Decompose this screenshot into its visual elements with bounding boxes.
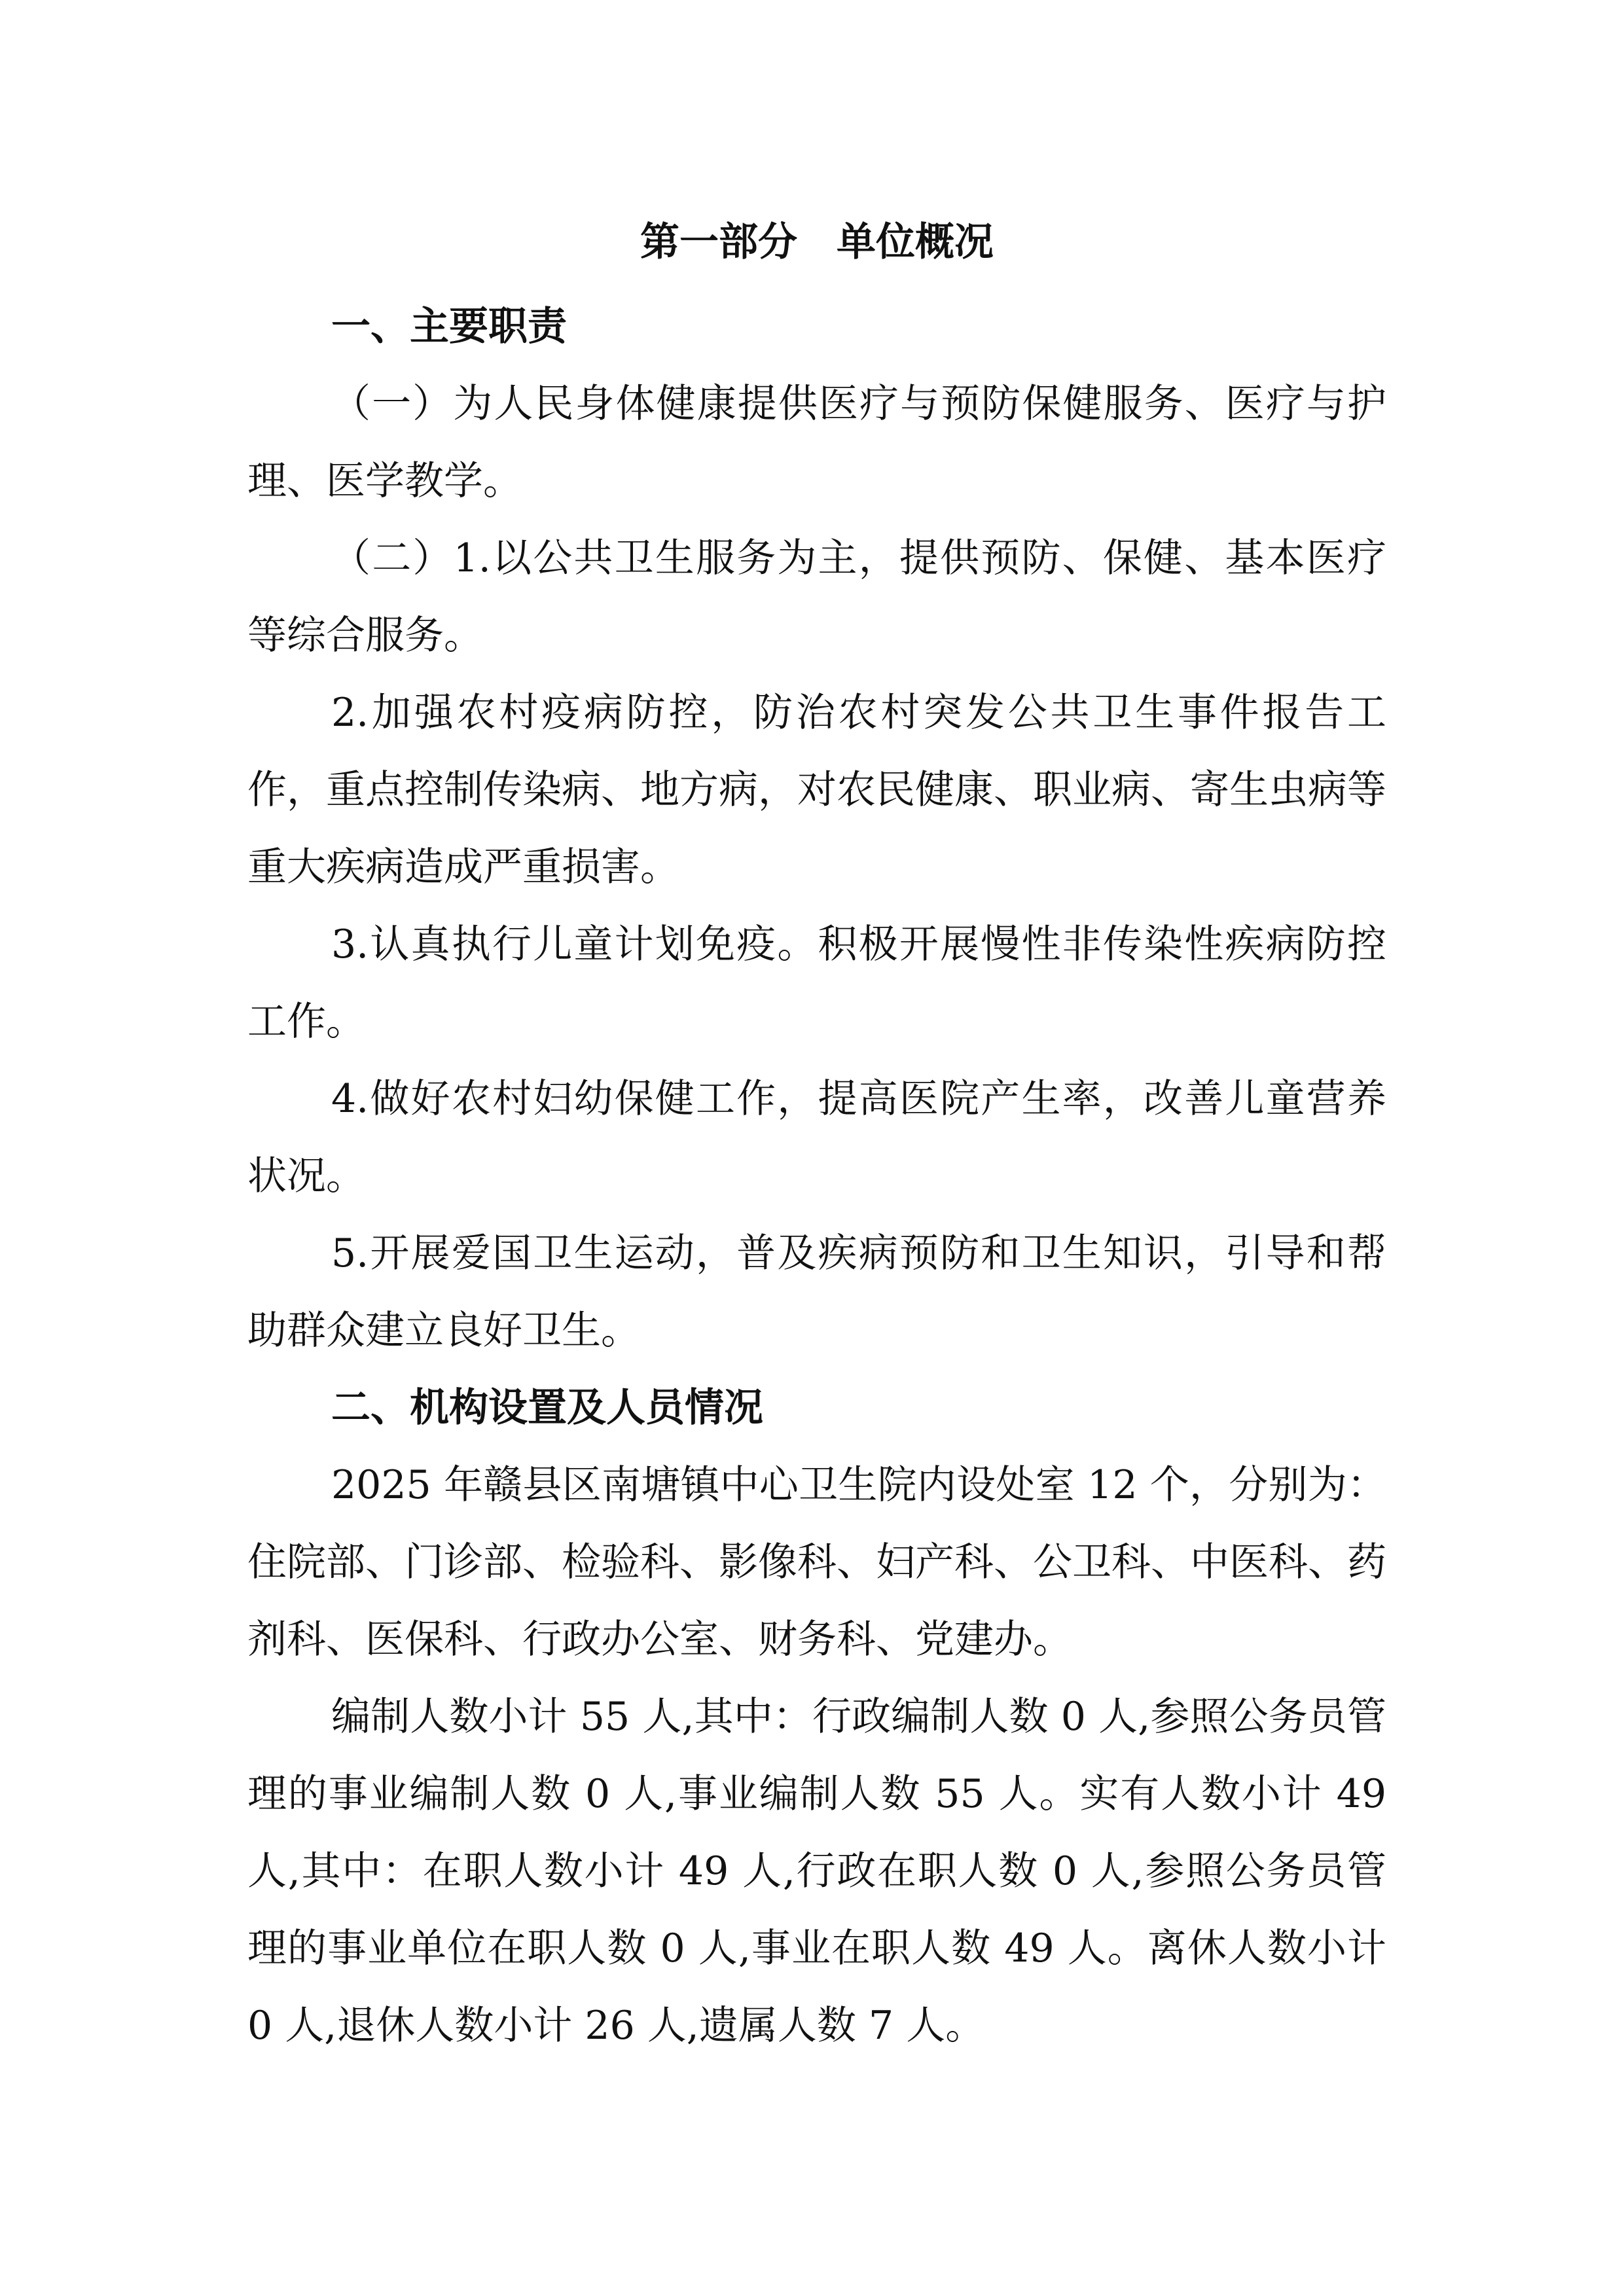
paragraph: （二）1.以公共卫生服务为主，提供预防、保健、基本医疗等综合服务。 [247,535,1386,658]
paragraph: 2.加强农村疫病防控，防治农村突发公共卫生事件报告工作，重点控制传染病、地方病，对农民健康、职业病、寄生虫病等重大疾病造成严重损害。 [247,690,1386,890]
document-body [247,196,1386,2064]
paragraph: 编制人数小计 55 人,其中：行政编制人数 0 人,参照公务员管理的事业编制人数 0 人,事业编制人数 55 人。实有人数小计 49 人,其中：在职人数小计 49 人,行政在职人数 0 人,参照公务员管理的事业单位在职人数 0 人,事业在职人数 49 人。离休人数小计 0 人,退休人数小计 26 人,遗属人数 7 人。 [247,1694,1386,2049]
paragraph: 5.开展爱国卫生运动，普及疾病预防和卫生知识，引导和帮助群众建立良好卫生。 [247,1230,1386,1354]
paragraph: 3.认真执行儿童计划免疫。积极开展慢性非传染性疾病防控工作。 [247,922,1386,1045]
page-title: 第一部分 单位概况 [640,219,994,265]
paragraph: 4.做好农村妇幼保健工作，提高医院产生率，改善儿童营养状况。 [247,1076,1386,1199]
section-heading-organization-staff: 二、机构设置及人员情况 [331,1385,763,1431]
paragraph: 2025 年赣县区南塘镇中心卫生院内设处室 12 个，分别为：住院部、门诊部、检验科、影像科、妇产科、公卫科、中医科、药剂科、医保科、行政办公室、财务科、党建办。 [247,1462,1386,1662]
section-heading-main-duties: 一、主要职责 [331,304,567,350]
paragraph: （一）为人民身体健康提供医疗与预防保健服务、医疗与护理、医学教学。 [247,381,1386,504]
